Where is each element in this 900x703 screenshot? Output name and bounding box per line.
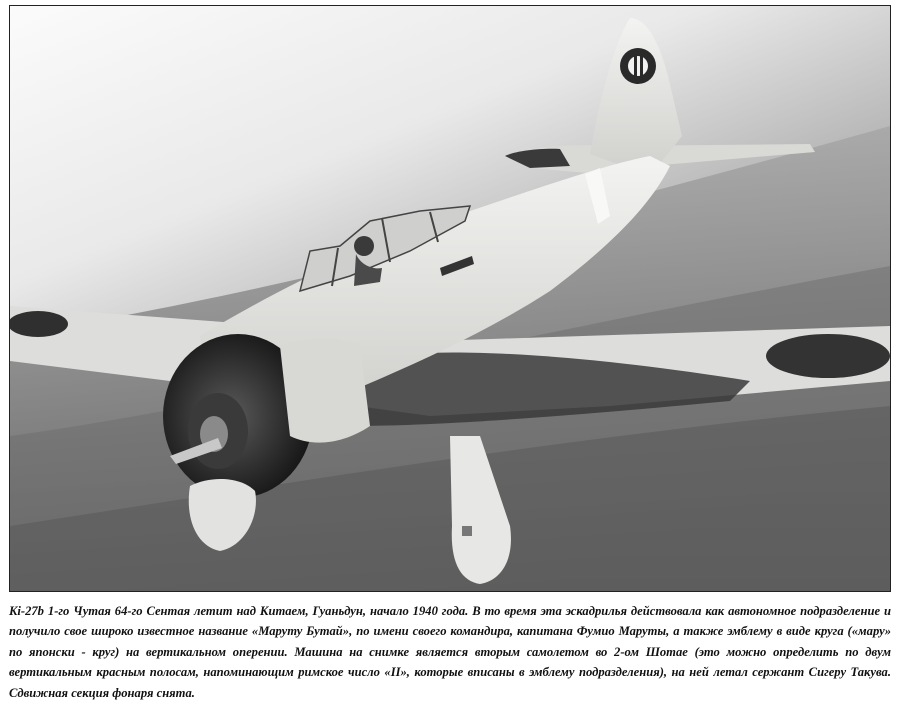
photo-caption: Ki-27b 1-го Чутая 64-го Сентая летит над Китаем, Гуаньдун, начало 1940 года. В то время эта эскадрилья действовала как автономное подразделение и получило свое широко известное название «Маруту Бутай», по имени своего командира, капитана Фумио Маруты, а также эмблему в виде круга («мару» по японски - круг) на вертикальном оперении. Машина на снимке является вторым самолетом во 2-ом Шотае (это можно определить по двум вертикальным красным полосам, напоминающим римское число «II», которые вписаны в эмблему подразделения), на ней летал сержант Сигеру Такува. Сдвижная секция фонаря снята. <box>9 604 891 700</box>
aircraft-photo-image <box>10 6 890 591</box>
aircraft-photo <box>9 5 891 592</box>
